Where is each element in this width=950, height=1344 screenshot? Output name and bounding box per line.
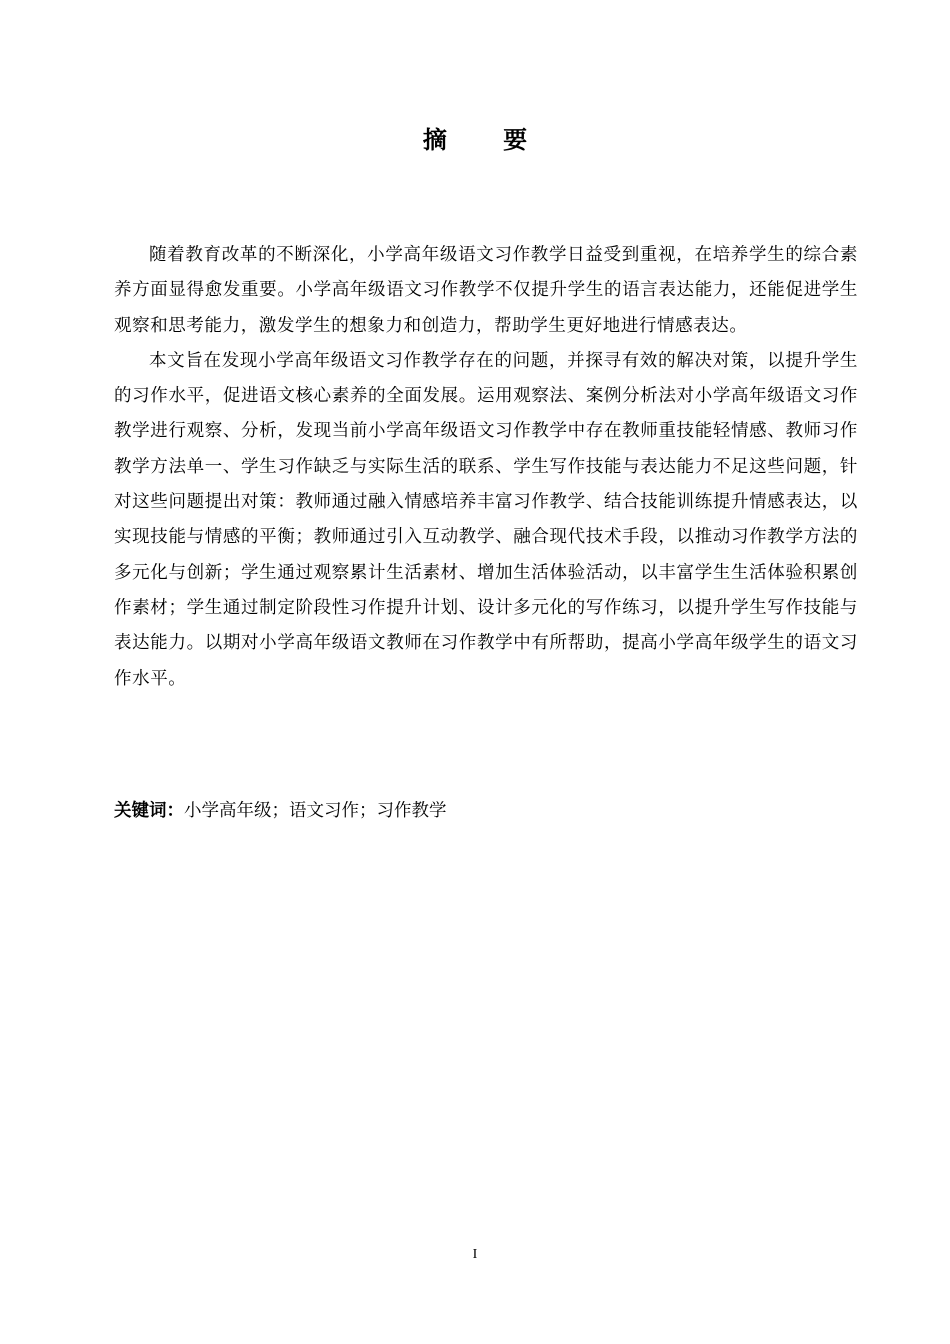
abstract-body <box>114 238 858 697</box>
page-number: I <box>472 1247 478 1262</box>
abstract-paragraph-2: 本文旨在发现小学高年级语文习作教学存在的问题，并探寻有效的解决对策，以提升学生的习作水平，促进语文核心素养的全面发展。运用观察法、案例分析法对小学高年级语文习作教学进行观察、分析，发现当前小学高年级语文习作教学中存在教师重技能轻情感、教师习作教学方法单一、学生习作缺乏与实际生活的联系、学生写作技能与表达能力不足这些问题，针对这些问题提出对策：教师通过融入情感培养丰富习作教学、结合技能训练提升情感表达，以实现技能与情感的平衡；教师通过引入互动教学、融合现代技术手段，以推动习作教学方法的多元化与创新；学生通过观察累计生活素材、增加生活体验活动，以丰富学生生活体验积累创作素材；学生通过制定阶段性习作提升计划、设计多元化的写作练习，以提升学生写作技能与表达能力。以期对小学高年级语文教师在习作教学中有所帮助，提高小学高年级学生的语文习作水平。 <box>114 350 858 689</box>
abstract-paragraph-1: 随着教育改革的不断深化，小学高年级语文习作教学日益受到重视，在培养学生的综合素养方面显得愈发重要。小学高年级语文习作教学不仅提升学生的语言表达能力，还能促进学生观察和思考能力，激发学生的想象力和创造力，帮助学生更好地进行情感表达。 <box>114 245 858 336</box>
abstract-title: 摘 要 <box>422 126 552 154</box>
keywords-value: 小学高年级；语文习作；习作教学 <box>184 801 447 821</box>
keywords-label: 关键词： <box>114 801 184 821</box>
keywords-line <box>114 794 858 828</box>
